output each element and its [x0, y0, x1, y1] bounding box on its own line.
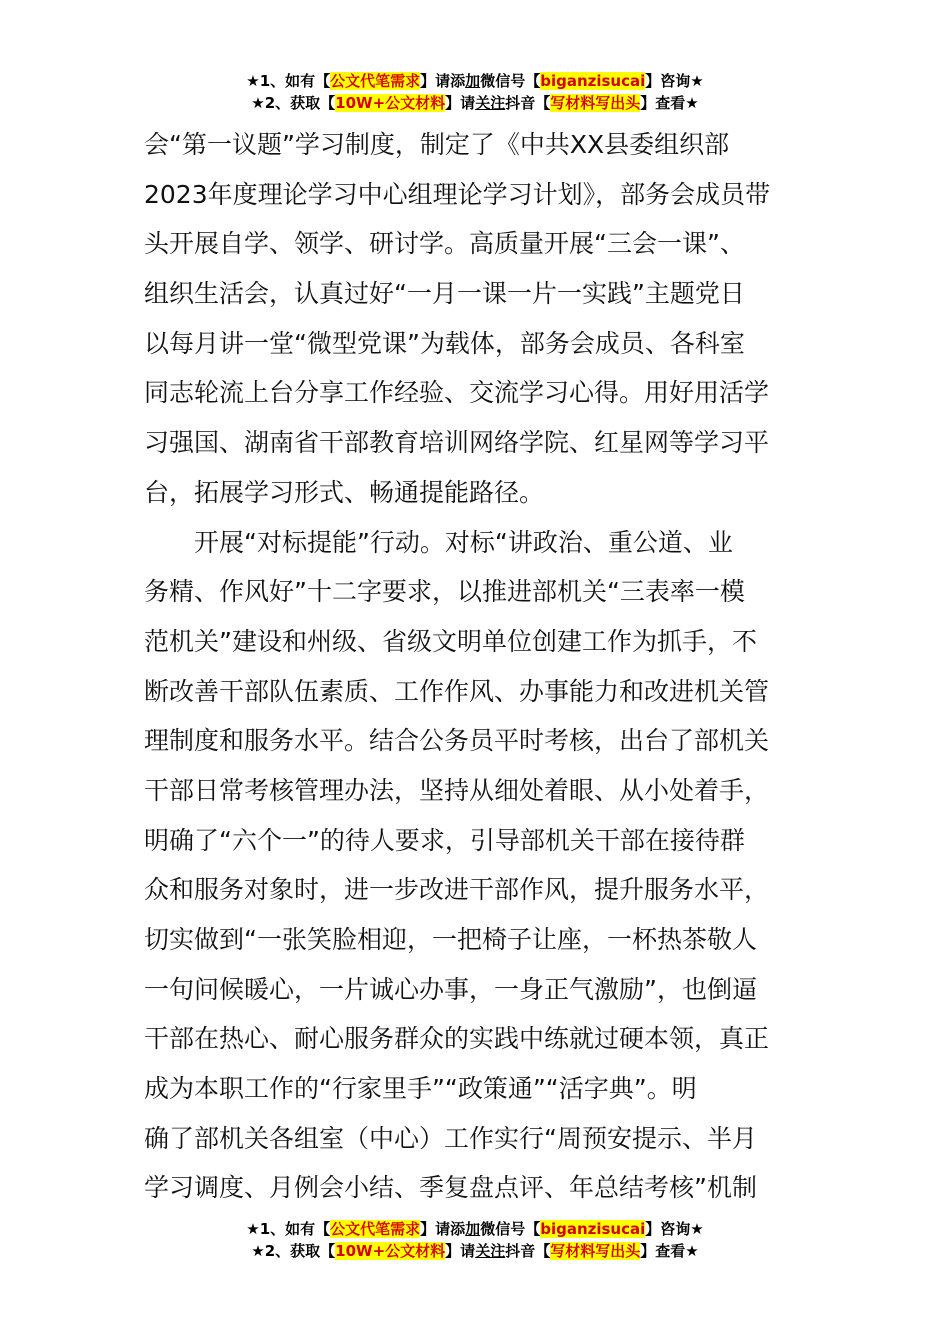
banner-line-1 — [0, 1218, 950, 1240]
star-icon: ★ — [251, 94, 265, 112]
body-line: 一句问候暖心，一片诚心办事，一身正气激励”，也倒逼 — [144, 974, 757, 1004]
star-icon: ★ — [251, 1242, 265, 1260]
header-banner — [0, 70, 950, 114]
banner-text: 1、如有【 — [259, 72, 331, 90]
banner-text: 2、获取【 — [264, 1242, 336, 1260]
body-line: 断改善干部队伍素质、工作作风、办事能力和改进机关管 — [144, 676, 770, 706]
banner-text: 】咨询 — [645, 1220, 691, 1238]
banner-text: 】查看 — [640, 1242, 686, 1260]
underlined-text: 关注 — [475, 94, 506, 112]
body-line: 同志轮流上台分享工作经验、交流学习心得。用好用活学 — [144, 378, 770, 408]
star-icon: ★ — [246, 1220, 260, 1238]
body-line: 以每月讲一堂“微型党课”为载体，部务会成员、各科室 — [144, 328, 745, 358]
highlight-materials: 10W+公文材料 — [335, 1242, 446, 1260]
underlined-text: 关注 — [475, 1242, 506, 1260]
star-icon: ★ — [690, 1220, 704, 1238]
body-line: 学习调度、月例会小结、季复盘点评、年总结考核”机制 — [144, 1173, 757, 1203]
paragraph-start-line: 开展“对标提能”行动。对标“讲政治、重公道、业 — [194, 527, 733, 557]
banner-text: 抖音【 — [505, 1242, 551, 1260]
body-line: 明确了“六个一”的待人要求，引导部机关干部在接待群 — [144, 825, 745, 855]
body-line: 头开展自学、领学、研讨学。高质量开展“三会一课”、 — [144, 229, 745, 259]
star-icon: ★ — [690, 72, 704, 90]
highlight-service: 公文代笔需求 — [330, 72, 421, 90]
body-line: 组织生活会，认真过好“一月一课一片一实践”主题党日 — [144, 279, 745, 309]
body-line: 会“第一议题”学习制度，制定了《中共XX县委组织部 — [144, 130, 730, 159]
highlight-service: 公文代笔需求 — [330, 1220, 421, 1238]
underlined-text: 加 — [465, 72, 481, 90]
highlight-wechat-id: biganzisucai — [540, 72, 646, 90]
banner-text: 微信号【 — [480, 1220, 541, 1238]
highlight-materials: 10W+公文材料 — [335, 94, 446, 112]
body-line: 成为本职工作的“行家里手”“政策通”“活字典”。明 — [144, 1074, 697, 1104]
banner-text: 抖音【 — [505, 94, 551, 112]
body-line: 确了部机关各组室（中心）工作实行“周预安提示、半月 — [144, 1123, 757, 1153]
body-line: 习强国、湖南省干部教育培训网络学院、红星网等学习平 — [144, 428, 770, 458]
highlight-douyin: 写材料写出头 — [550, 1242, 641, 1260]
body-line: 理制度和服务水平。结合公务员平时考核，出台了部机关 — [144, 726, 770, 756]
star-icon: ★ — [246, 72, 260, 90]
banner-text: 】请添 — [420, 72, 466, 90]
body-line: 干部日常考核管理办法，坚持从细处着眼、从小处着手， — [144, 775, 770, 805]
banner-text: 】查看 — [640, 94, 686, 112]
body-line: 干部在热心、耐心服务群众的实践中练就过硬本领，真正 — [144, 1024, 770, 1054]
banner-text: 】咨询 — [645, 72, 691, 90]
banner-text: 1、如有【 — [259, 1220, 331, 1238]
body-line: 众和服务对象时，进一步改进干部作风，提升服务水平， — [144, 875, 770, 905]
body-line: 2023年度理论学习中心组理论学习计划》，部务会成员带 — [144, 179, 771, 209]
body-line: 台，拓展学习形式、畅通提能路径。 — [144, 477, 545, 507]
banner-text: 】请 — [445, 94, 476, 112]
body-line: 范机关”建设和州级、省级文明单位创建工作为抓手，不 — [144, 626, 757, 656]
star-icon: ★ — [685, 1242, 699, 1260]
banner-line-1 — [0, 70, 950, 92]
banner-text: 】请添 — [420, 1220, 466, 1238]
footer-banner — [0, 1218, 950, 1262]
document-body — [144, 120, 808, 1213]
highlight-wechat-id: biganzisucai — [540, 1220, 646, 1238]
banner-line-2 — [0, 92, 950, 114]
body-line: 切实做到“一张笑脸相迎，一把椅子让座，一杯热茶敬人 — [144, 925, 757, 954]
star-icon: ★ — [685, 94, 699, 112]
banner-text: 2、获取【 — [264, 94, 336, 112]
banner-text: 微信号【 — [480, 72, 541, 90]
body-line: 务精、作风好”十二字要求，以推进部机关“三表率一模 — [144, 577, 745, 607]
banner-text: 】请 — [445, 1242, 476, 1260]
highlight-douyin: 写材料写出头 — [550, 94, 641, 112]
underlined-text: 加 — [465, 1220, 481, 1238]
banner-line-2 — [0, 1240, 950, 1262]
